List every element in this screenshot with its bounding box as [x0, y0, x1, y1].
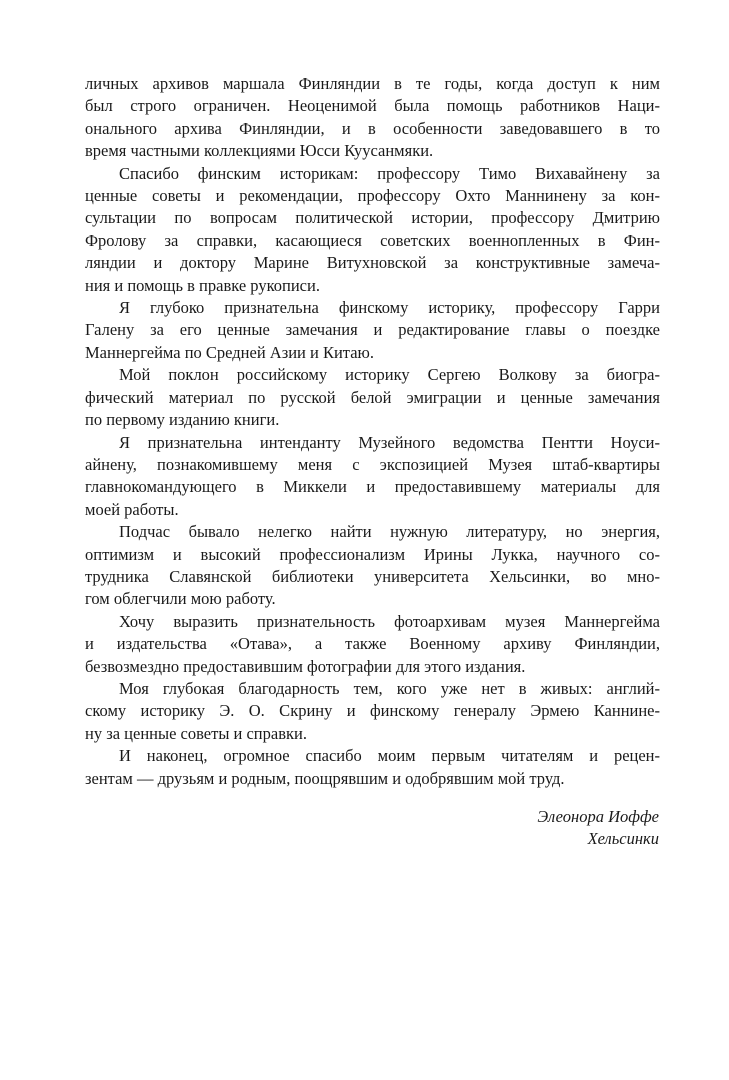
- text-line: моей работы.: [85, 499, 179, 519]
- text-line: Маннергейма по Средней Азии и Китаю.: [85, 342, 374, 362]
- text-line: Спасибо финским историкам: профессору Тимо Вихавайнену за: [119, 163, 660, 183]
- text-line: и издательства «Отава», а также Военному архиву Финляндии,: [85, 634, 660, 654]
- text-line: Подчас бывало нелегко найти нужную литературу, но энергия,: [119, 522, 660, 542]
- text-line: личных архивов маршала Финляндии в те годы, когда доступ к ним: [85, 74, 660, 93]
- text-line: ния и помощь в правке рукописи.: [85, 275, 320, 295]
- text-line: айнену, познакомившему меня с экспозицией Музея штаб-квартиры: [85, 454, 660, 474]
- signature-place: Хельсинки: [587, 829, 659, 849]
- signature-author: Элеонора Иоффе: [537, 807, 659, 826]
- text-line: трудника Славянской библиотеки университета Хельсинки, во мно-: [85, 566, 660, 586]
- text-line: Галену за его ценные замечания и редактирование главы о поездке: [85, 320, 660, 340]
- paragraph-gallen: [85, 297, 660, 364]
- paragraph-finnish-historians: [85, 163, 660, 297]
- text-line: главнокомандующего в Миккели и предоставившему материалы для: [85, 477, 660, 497]
- text-line: Я глубоко признательна финскому историку, профессору Гарри: [119, 298, 660, 318]
- paragraph-archives: [85, 73, 660, 163]
- text-line: ну за ценные советы и справки.: [85, 723, 307, 743]
- paragraph-memory: [85, 678, 660, 745]
- text-line: ценные советы и рекомендации, профессору Охто Маннинену за кон-: [85, 186, 660, 206]
- paragraph-volkov: [85, 364, 660, 431]
- paragraph-photo-archives: [85, 611, 660, 678]
- text-line: Моя глубокая благодарность тем, кого уже нет в живых: англий-: [119, 678, 660, 698]
- text-line: онального архива Финляндии, и в особенности заведовавшего в то: [85, 118, 660, 138]
- paragraph-library: [85, 521, 660, 611]
- text-line: ляндии и доктору Марине Витухновской за конструктивные замеча-: [85, 253, 660, 273]
- text-line: Хочу выразить признательность фотоархивам музея Маннергейма: [119, 611, 660, 631]
- text-line: безвозмездно предоставившим фотографии для этого издания.: [85, 656, 526, 676]
- text-line: гом облегчили мою работу.: [85, 589, 276, 609]
- text-line: Мой поклон российскому историку Сергею Волкову за биогра-: [119, 365, 660, 385]
- text-line: зентам — друзьям и родным, поощрявшим и одобрявшим мой труд.: [85, 768, 565, 788]
- text-line: фический материал по русской белой эмиграции и ценные замечания: [85, 387, 660, 407]
- text-line: сультации по вопросам политической истории, профессору Дмитрию: [85, 208, 660, 228]
- text-line: по первому изданию книги.: [85, 410, 280, 430]
- text-line: оптимизм и высокий профессионализм Ирины Лукка, научного со-: [85, 544, 660, 564]
- paragraph-readers: [85, 745, 660, 790]
- text-line: Фролову за справки, касающиеся советских военнопленных в Фин-: [85, 230, 660, 250]
- signature-block: [537, 806, 659, 851]
- text-line: скому историку Э. О. Скрину и финскому генералу Эрмею Каннине-: [85, 701, 660, 721]
- text-line: время частными коллекциями Юсси Куусанмяки.: [85, 141, 434, 161]
- text-line: И наконец, огромное спасибо моим первым читателям и рецен-: [119, 746, 660, 766]
- body-text: [85, 73, 660, 790]
- paragraph-museum: [85, 432, 660, 522]
- text-line: был строго ограничен. Неоценимой была помощь работников Наци-: [85, 96, 660, 116]
- text-line: Я признательна интенданту Музейного ведомства Пентти Ноуси-: [119, 432, 660, 452]
